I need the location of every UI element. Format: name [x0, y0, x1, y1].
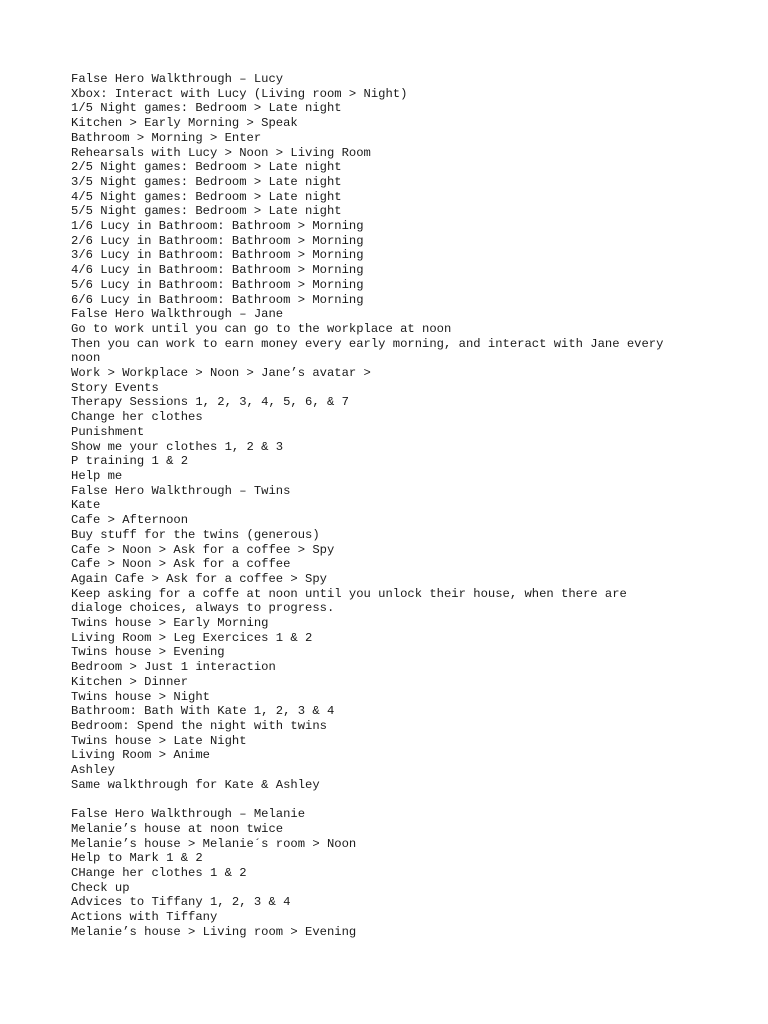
text-line: Bathroom > Morning > Enter: [71, 130, 262, 145]
text-line: Melanie’s house > Melanie´s room > Noon: [71, 836, 357, 851]
text-line: Bedroom: Spend the night with twins: [71, 718, 327, 733]
text-line: Go to work until you can go to the workplace at noon: [71, 321, 452, 336]
text-line: Again Cafe > Ask for a coffee > Spy: [71, 571, 327, 586]
text-line: Show me your clothes 1, 2 & 3: [71, 439, 284, 454]
text-line: Twins house > Early Morning: [71, 616, 269, 631]
text-line: Story Events: [71, 380, 159, 395]
text-line: Ashley: [71, 763, 115, 778]
text-line: Living Room > Anime: [71, 748, 210, 763]
text-line: Kitchen > Dinner: [71, 674, 189, 689]
text-line: Check up: [71, 880, 130, 895]
text-line: Rehearsals with Lucy > Noon > Living Room: [71, 145, 371, 160]
text-line: Then you can work to earn money every early morning, and interact with Jane every: [71, 336, 664, 351]
text-line: 4/6 Lucy in Bathroom: Bathroom > Morning: [71, 263, 364, 278]
text-line: Keep asking for a coffe at noon until you unlock their house, when there are: [71, 586, 627, 601]
text-line: Therapy Sessions 1, 2, 3, 4, 5, 6, & 7: [71, 395, 349, 410]
text-line: Advices to Tiffany 1, 2, 3 & 4: [71, 895, 291, 910]
text-line: 4/5 Night games: Bedroom > Late night: [71, 189, 342, 204]
text-line: Bathroom: Bath With Kate 1, 2, 3 & 4: [71, 704, 335, 719]
text-line: [71, 792, 701, 807]
text-line: False Hero Walkthrough – Twins: [71, 483, 291, 498]
text-line: 6/6 Lucy in Bathroom: Bathroom > Morning: [71, 292, 364, 307]
text-line: Twins house > Late Night: [71, 733, 247, 748]
text-line: Living Room > Leg Exercices 1 & 2: [71, 630, 313, 645]
text-line: CHange her clothes 1 & 2: [71, 865, 247, 880]
text-line: Cafe > Noon > Ask for a coffee: [71, 557, 291, 572]
text-line: 5/6 Lucy in Bathroom: Bathroom > Morning: [71, 277, 364, 292]
text-line: 3/5 Night games: Bedroom > Late night: [71, 174, 342, 189]
document-page: [71, 72, 701, 939]
text-line: dialoge choices, always to progress.: [71, 601, 335, 616]
text-line: Twins house > Night: [71, 689, 210, 704]
text-line: Same walkthrough for Kate & Ashley: [71, 777, 320, 792]
text-line: Melanie’s house > Living room > Evening: [71, 924, 357, 939]
text-line: Bedroom > Just 1 interaction: [71, 660, 276, 675]
text-line: P training 1 & 2: [71, 454, 189, 469]
text-line: False Hero Walkthrough – Jane: [71, 307, 284, 322]
text-line: Punishment: [71, 424, 145, 439]
text-line: Actions with Tiffany: [71, 910, 218, 925]
text-line: Cafe > Noon > Ask for a coffee > Spy: [71, 542, 335, 557]
text-line: 1/5 Night games: Bedroom > Late night: [71, 101, 342, 116]
text-line: Work > Workplace > Noon > Jane’s avatar >: [71, 366, 371, 381]
text-line: 1/6 Lucy in Bathroom: Bathroom > Morning: [71, 219, 364, 234]
text-line: False Hero Walkthrough – Lucy: [71, 72, 284, 86]
text-line: Melanie’s house at noon twice: [71, 821, 284, 836]
text-line: noon: [71, 351, 101, 366]
text-line: 2/6 Lucy in Bathroom: Bathroom > Morning: [71, 233, 364, 248]
text-line: Twins house > Evening: [71, 645, 225, 660]
text-line: Help me: [71, 468, 123, 483]
text-line: Help to Mark 1 & 2: [71, 851, 203, 866]
text-line: Change her clothes: [71, 410, 203, 425]
text-line: False Hero Walkthrough – Melanie: [71, 807, 306, 822]
text-line: Kate: [71, 498, 101, 513]
text-line: 2/5 Night games: Bedroom > Late night: [71, 160, 342, 175]
text-line: Cafe > Afternoon: [71, 513, 189, 528]
text-line: Xbox: Interact with Lucy (Living room > Night): [71, 86, 408, 101]
text-line: 5/5 Night games: Bedroom > Late night: [71, 204, 342, 219]
text-line: Kitchen > Early Morning > Speak: [71, 116, 298, 131]
text-line: 3/6 Lucy in Bathroom: Bathroom > Morning: [71, 248, 364, 263]
text-line: Buy stuff for the twins (generous): [71, 527, 320, 542]
